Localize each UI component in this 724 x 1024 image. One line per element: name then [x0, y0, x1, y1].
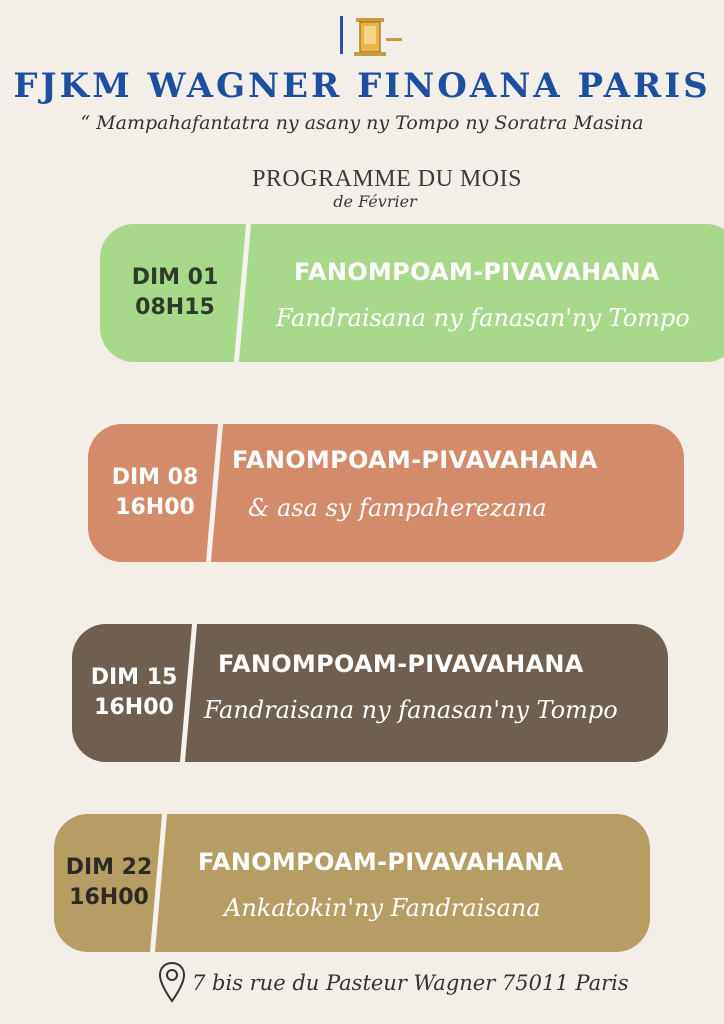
address-text: 7 bis rue du Pasteur Wagner 75011 Paris: [192, 971, 629, 995]
event-date: [100, 224, 250, 362]
event-date: [54, 814, 164, 952]
event-card: [100, 224, 724, 362]
programme-title: PROGRAMME DU MOIS: [252, 166, 522, 192]
event-name: FANOMPOAM-PIVAVAHANA: [198, 848, 564, 876]
church-title: FJKM WAGNER FINOANA PARIS: [13, 66, 711, 106]
event-card: [72, 624, 668, 762]
event-name: FANOMPOAM-PIVAVAHANA: [294, 258, 660, 286]
event-day: DIM 08: [111, 465, 199, 490]
event-card: [54, 814, 650, 952]
church-logo: [336, 14, 404, 58]
event-time: 16H00: [69, 885, 149, 910]
church-motto: “ Mampahafantatra ny asany ny Tompo ny Soratra Masina: [80, 112, 644, 134]
location-pin-icon: [158, 961, 186, 1005]
event-description: Fandraisana ny fanasan'ny Tompo: [204, 696, 618, 724]
event-date: [72, 624, 196, 762]
event-date: [88, 424, 222, 562]
event-time: 16H00: [115, 495, 195, 520]
event-time: 08H15: [135, 295, 215, 320]
event-name: FANOMPOAM-PIVAVAHANA: [232, 446, 598, 474]
event-name: FANOMPOAM-PIVAVAHANA: [218, 650, 584, 678]
event-time: 16H00: [94, 695, 174, 720]
event-card: [88, 424, 684, 562]
event-day: DIM 22: [65, 855, 153, 880]
programme-month: de Février: [333, 192, 417, 211]
address-line: [158, 958, 629, 1008]
event-description: Fandraisana ny fanasan'ny Tompo: [276, 304, 690, 332]
event-description: & asa sy fampaherezana: [248, 494, 547, 522]
event-day: DIM 01: [131, 265, 219, 290]
event-description: Ankatokin'ny Fandraisana: [224, 894, 541, 922]
event-day: DIM 15: [90, 665, 178, 690]
